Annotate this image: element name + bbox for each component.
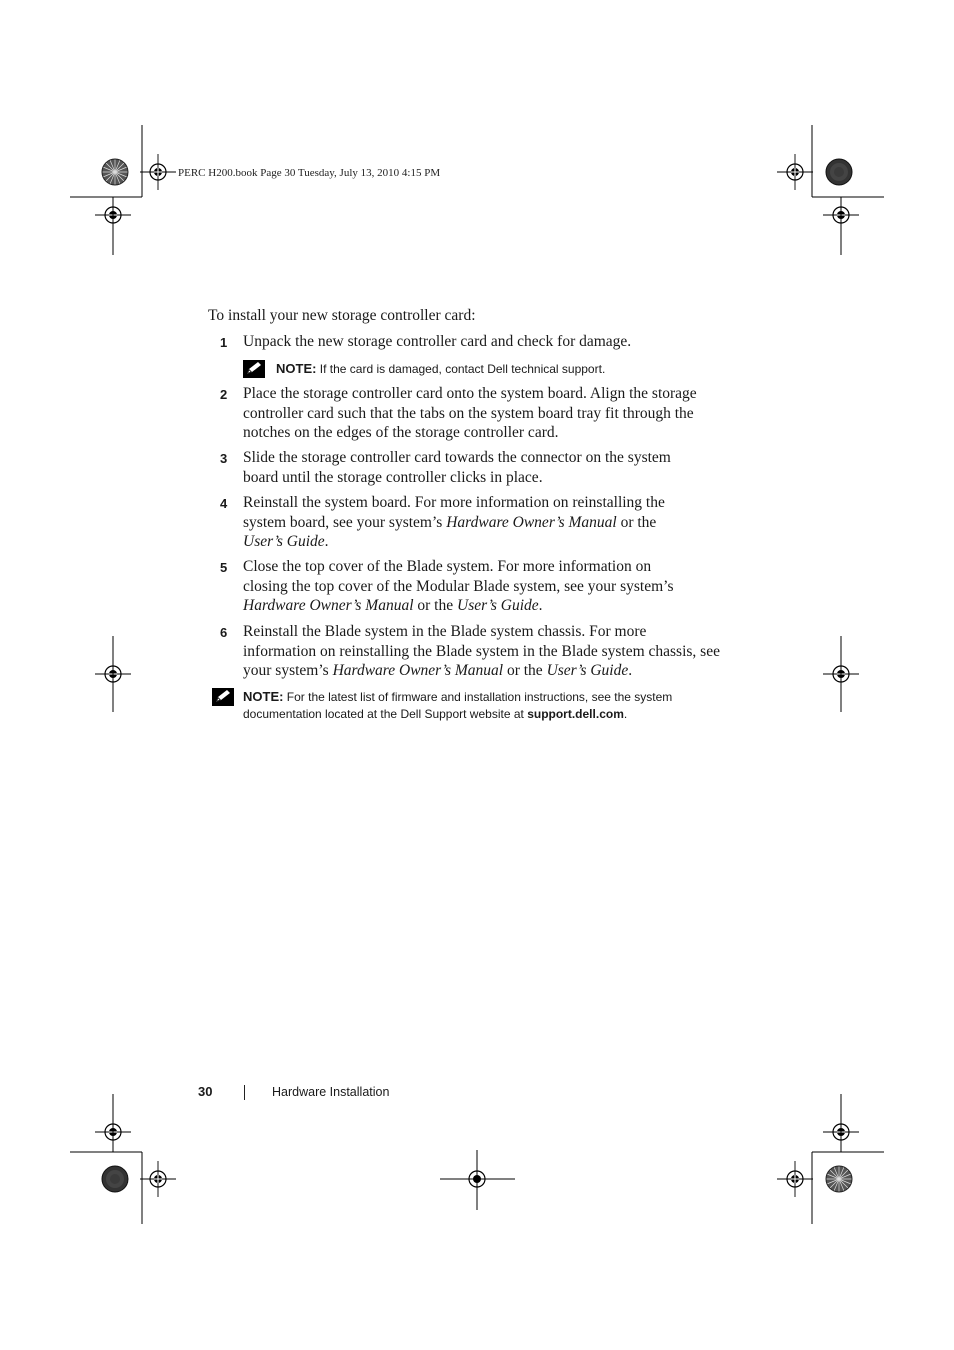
page-number: 30: [198, 1084, 213, 1099]
manual-title: Hardware Owner’s Manual: [332, 662, 504, 679]
note-card-damaged: [243, 360, 723, 378]
note-firmware-list: [212, 688, 722, 723]
note-text: For the latest list of firmware and installation instructions, see the system documentation located at the Dell Support website at: [243, 690, 673, 721]
step-number: 6: [220, 625, 228, 640]
step-text: .: [324, 533, 329, 550]
guide-title: User’s Guide: [457, 597, 539, 614]
step-3: [220, 448, 700, 487]
step-text: Slide the storage controller card towards the connector on the system board until the storage controller clicks in place.: [243, 449, 671, 486]
support-website-link[interactable]: support.dell.com: [527, 707, 624, 721]
step-number: 1: [220, 335, 228, 350]
footer-divider: [244, 1085, 245, 1100]
step-text: Place the storage controller card onto the system board. Align the storage controller card such that the tabs on the system board tray fit through the notches on the edges of the storage controller card.: [243, 385, 697, 441]
note-label: NOTE:: [243, 689, 284, 704]
print-slug-line: PERC H200.book Page 30 Tuesday, July 13, 2010 4:15 PM: [178, 167, 441, 179]
manual-title: Hardware Owner’s Manual: [243, 597, 414, 614]
step-5: [220, 557, 695, 616]
step-2: [220, 384, 720, 443]
step-text: Reinstall the Blade system in the Blade system chassis. For more information on reinstalling the Blade system in the Blade system chassis, see your system’s: [243, 623, 720, 679]
note-pencil-icon: [212, 688, 234, 706]
step-number: 2: [220, 387, 228, 402]
footer-section-title: Hardware Installation: [272, 1085, 390, 1099]
step-text: or the: [413, 597, 457, 614]
note-text: If the card is damaged, contact Dell technical support.: [316, 362, 606, 376]
step-text: or the: [616, 513, 657, 531]
intro-text: To install your new storage controller card:: [208, 307, 476, 324]
note-text-end: .: [623, 707, 628, 721]
step-number: 5: [220, 560, 228, 575]
guide-title: User’s Guide: [546, 662, 629, 679]
guide-title: User’s Guide: [243, 533, 325, 550]
step-text: or the: [503, 662, 547, 679]
step-number: 3: [220, 451, 228, 466]
step-1: [220, 332, 720, 352]
note-pencil-icon: [243, 360, 265, 378]
step-number: 4: [220, 496, 228, 511]
step-text: .: [538, 597, 543, 614]
step-text: Close the top cover of the Blade system. For more information on closing the top cover of the Modular Blade system, see your system’s: [243, 558, 674, 595]
step-4: [220, 493, 670, 552]
step-text: Reinstall the system board. For more information on reinstalling the system board, see your system’s: [243, 494, 665, 531]
step-6: [220, 622, 720, 681]
step-text: .: [628, 662, 633, 679]
manual-title: Hardware Owner’s Manual: [446, 513, 617, 531]
step-text: Unpack the new storage controller card and check for damage.: [243, 333, 632, 350]
note-label: NOTE:: [276, 361, 317, 376]
